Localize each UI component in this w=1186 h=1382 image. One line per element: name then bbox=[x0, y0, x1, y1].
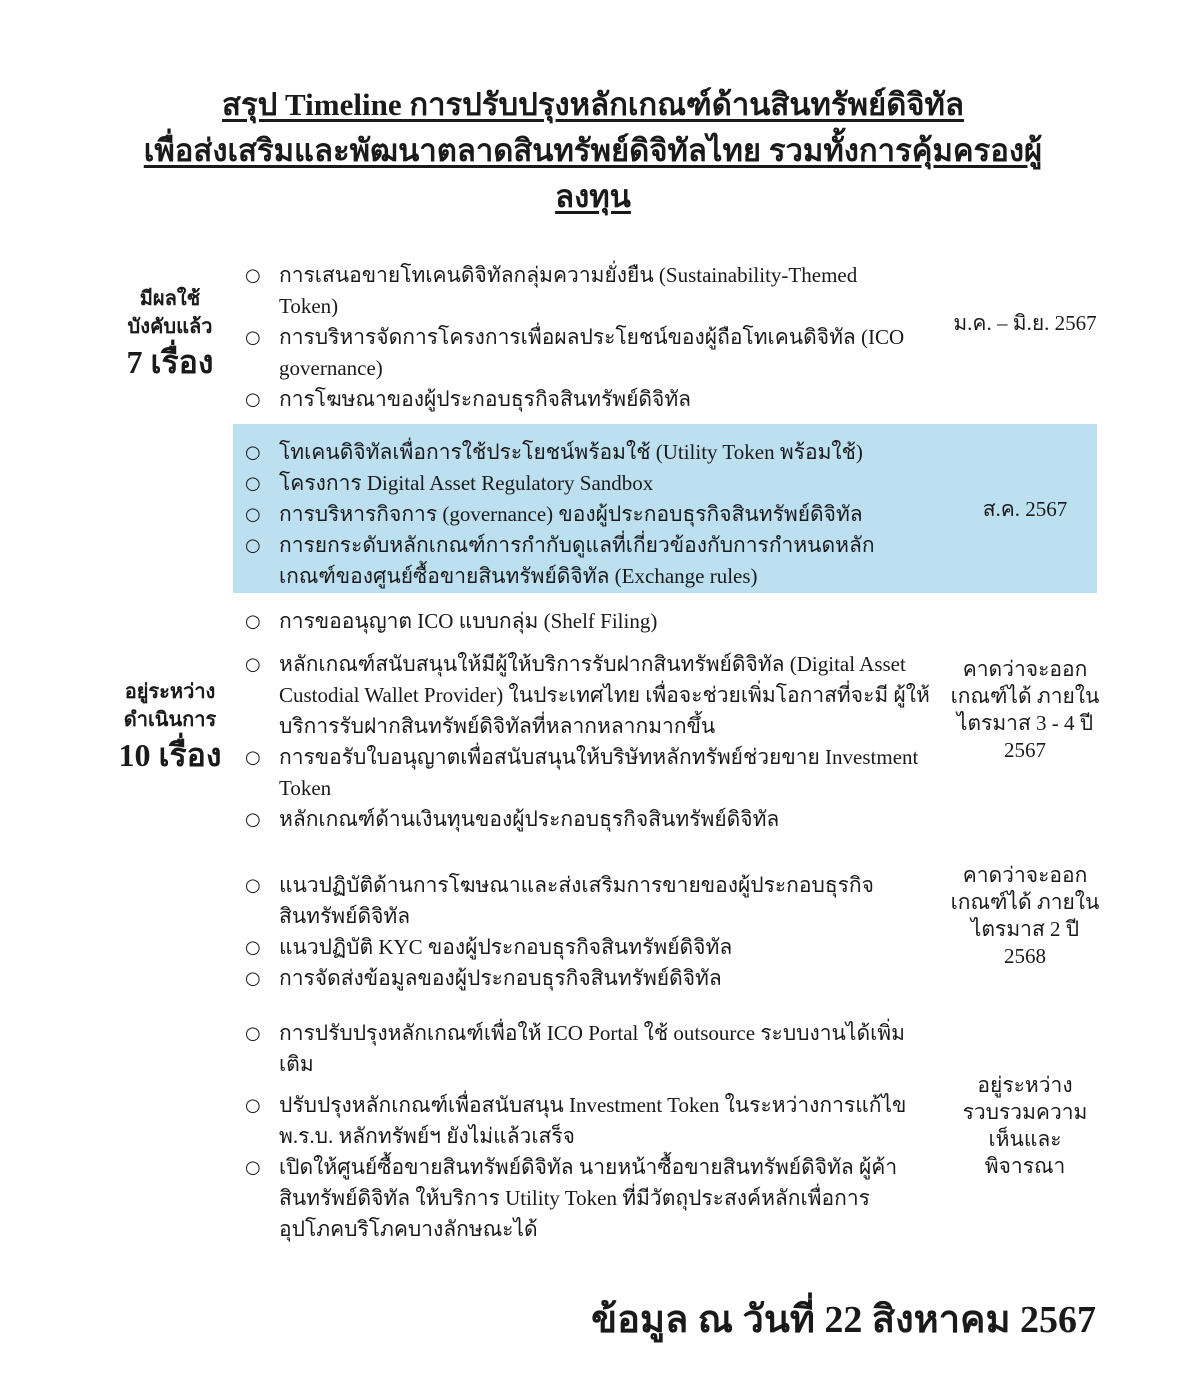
list-item: ○ การเสนอขายโทเคนดิจิทัลกลุ่มความยั่งยืน (Sustainability-Themed Token) bbox=[245, 260, 920, 322]
bullet-circle-icon: ○ bbox=[245, 968, 261, 989]
section-label-in-progress bbox=[105, 678, 235, 776]
bullet-circle-icon: ○ bbox=[245, 442, 261, 463]
list-item: ○ โทเคนดิจิทัลเพื่อการใช้ประโยชน์พร้อมใช้ (Utility Token พร้อมใช้) bbox=[245, 437, 930, 468]
title-line-3: ลงทุน bbox=[555, 179, 631, 214]
timeline-date: ส.ค. 2567 bbox=[982, 497, 1068, 521]
list-item: ○ เปิดให้ศูนย์ซื้อขายสินทรัพย์ดิจิทัล นายหน้าซื้อขายสินทรัพย์ดิจิทัล ผู้ค้าสินทรัพย์ดิจิทัล ให้บริการ Utility Token ที่มีวัตถุประสงค์หลักเพื่อการอุปโภคบริโภคบางลักษณะได้ bbox=[245, 1152, 935, 1245]
title-line-1: สรุป Timeline การปรับปรุงหลักเกณฑ์ด้านสินทรัพย์ดิจิทัล bbox=[222, 87, 964, 122]
group-effective-1 bbox=[245, 260, 920, 415]
list-item: ○ การขอรับใบอนุญาตเพื่อสนับสนุนให้บริษัทหลักทรัพย์ช่วยขาย Investment Token bbox=[245, 742, 950, 804]
bullet-circle-icon: ○ bbox=[245, 809, 261, 830]
list-item: ○ หลักเกณฑ์สนับสนุนให้มีผู้ให้บริการรับฝากสินทรัพย์ดิจิทัล (Digital Asset Custodial Wallet Provider) ในประเทศไทย เพื่อจะช่วยเพิ่มโอกาสที่จะมี ผู้ให้บริการรับฝากสินทรัพย์ดิจิทัลที่หลากหลากมากขึ้น bbox=[245, 649, 950, 742]
bullet-circle-icon: ○ bbox=[245, 535, 261, 556]
timeline-date: คาดว่าจะออกเกณฑ์ได้ ภายใน ไตรมาส 3 - 4 ปี 2567 bbox=[950, 657, 1100, 762]
bullet-circle-icon: ○ bbox=[245, 473, 261, 494]
group-in-progress-3 bbox=[245, 1018, 935, 1245]
bullet-circle-icon: ○ bbox=[245, 1023, 261, 1044]
section-effective-label2: บังคับแล้ว bbox=[127, 316, 213, 338]
bullet-circle-icon: ○ bbox=[245, 875, 261, 896]
list-item: ○ การโฆษณาของผู้ประกอบธุรกิจสินทรัพย์ดิจิทัล bbox=[245, 384, 920, 415]
timeline-date: อยู่ระหว่าง รวบรวมความ เห็นและ พิจารณา bbox=[962, 1073, 1088, 1178]
list-item: ○ การขออนุญาต ICO แบบกลุ่ม (Shelf Filing) bbox=[245, 606, 950, 637]
section-effective-count: 7 เรื่อง bbox=[126, 344, 214, 380]
list-item: ○ แนวปฏิบัติด้านการโฆษณาและส่งเสริมการขายของผู้ประกอบธุรกิจสินทรัพย์ดิจิทัล bbox=[245, 870, 925, 932]
bullet-circle-icon: ○ bbox=[245, 654, 261, 675]
list-item: ○ หลักเกณฑ์ด้านเงินทุนของผู้ประกอบธุรกิจสินทรัพย์ดิจิทัล bbox=[245, 804, 950, 835]
section-effective-label1: มีผลใช้ bbox=[139, 288, 201, 310]
section-in-progress-count: 10 เรื่อง bbox=[118, 737, 222, 773]
data-as-of-date: ข้อมูล ณ วันที่ 22 สิงหาคม 2567 bbox=[591, 1299, 1096, 1341]
bullet-circle-icon: ○ bbox=[245, 265, 261, 286]
bullet-circle-icon: ○ bbox=[245, 389, 261, 410]
bullet-circle-icon: ○ bbox=[245, 1157, 261, 1178]
group-effective-2 bbox=[245, 437, 930, 592]
bullet-circle-icon: ○ bbox=[245, 327, 261, 348]
group-in-progress-1 bbox=[245, 606, 950, 835]
section-in-progress-label1: อยู่ระหว่าง bbox=[124, 681, 216, 703]
list-item: ○ การปรับปรุงหลักเกณฑ์เพื่อให้ ICO Portal ใช้ outsource ระบบงานได้เพิ่มเติม bbox=[245, 1018, 935, 1080]
bullet-circle-icon: ○ bbox=[245, 747, 261, 768]
section-in-progress-label2: ดำเนินการ bbox=[123, 709, 217, 731]
list-item: ○ โครงการ Digital Asset Regulatory Sandbox bbox=[245, 468, 930, 499]
timeline-date: คาดว่าจะออกเกณฑ์ได้ ภายใน ไตรมาส 2 ปี 2568 bbox=[950, 863, 1100, 968]
list-item: ○ ปรับปรุงหลักเกณฑ์เพื่อสนับสนุน Investment Token ในระหว่างการแก้ไข พ.ร.บ. หลักทรัพย์ฯ ยังไม่แล้วเสร็จ bbox=[245, 1090, 935, 1152]
title-line-2: เพื่อส่งเสริมและพัฒนาตลาดสินทรัพย์ดิจิทัลไทย รวมทั้งการคุ้มครองผู้ bbox=[143, 133, 1043, 168]
section-label-effective bbox=[110, 285, 230, 383]
list-item: ○ การบริหารจัดการโครงการเพื่อผลประโยชน์ของผู้ถือโทเคนดิจิทัล (ICO governance) bbox=[245, 322, 920, 384]
timeline-date: ม.ค. – มิ.ย. 2567 bbox=[953, 311, 1097, 335]
list-item: ○ การจัดส่งข้อมูลของผู้ประกอบธุรกิจสินทรัพย์ดิจิทัล bbox=[245, 963, 925, 994]
list-item: ○ การยกระดับหลักเกณฑ์การกำกับดูแลที่เกี่ยวข้องกับการกำหนดหลักเกณฑ์ของศูนย์ซื้อขายสินทรัพย์ดิจิทัล (Exchange rules) bbox=[245, 530, 930, 592]
bullet-circle-icon: ○ bbox=[245, 611, 261, 632]
list-item: ○ แนวปฏิบัติ KYC ของผู้ประกอบธุรกิจสินทรัพย์ดิจิทัล bbox=[245, 932, 925, 963]
list-item: ○ การบริหารกิจการ (governance) ของผู้ประกอบธุรกิจสินทรัพย์ดิจิทัล bbox=[245, 499, 930, 530]
bullet-circle-icon: ○ bbox=[245, 504, 261, 525]
bullet-circle-icon: ○ bbox=[245, 1095, 261, 1116]
page-title bbox=[90, 82, 1096, 220]
group-in-progress-2 bbox=[245, 870, 925, 994]
bullet-circle-icon: ○ bbox=[245, 937, 261, 958]
